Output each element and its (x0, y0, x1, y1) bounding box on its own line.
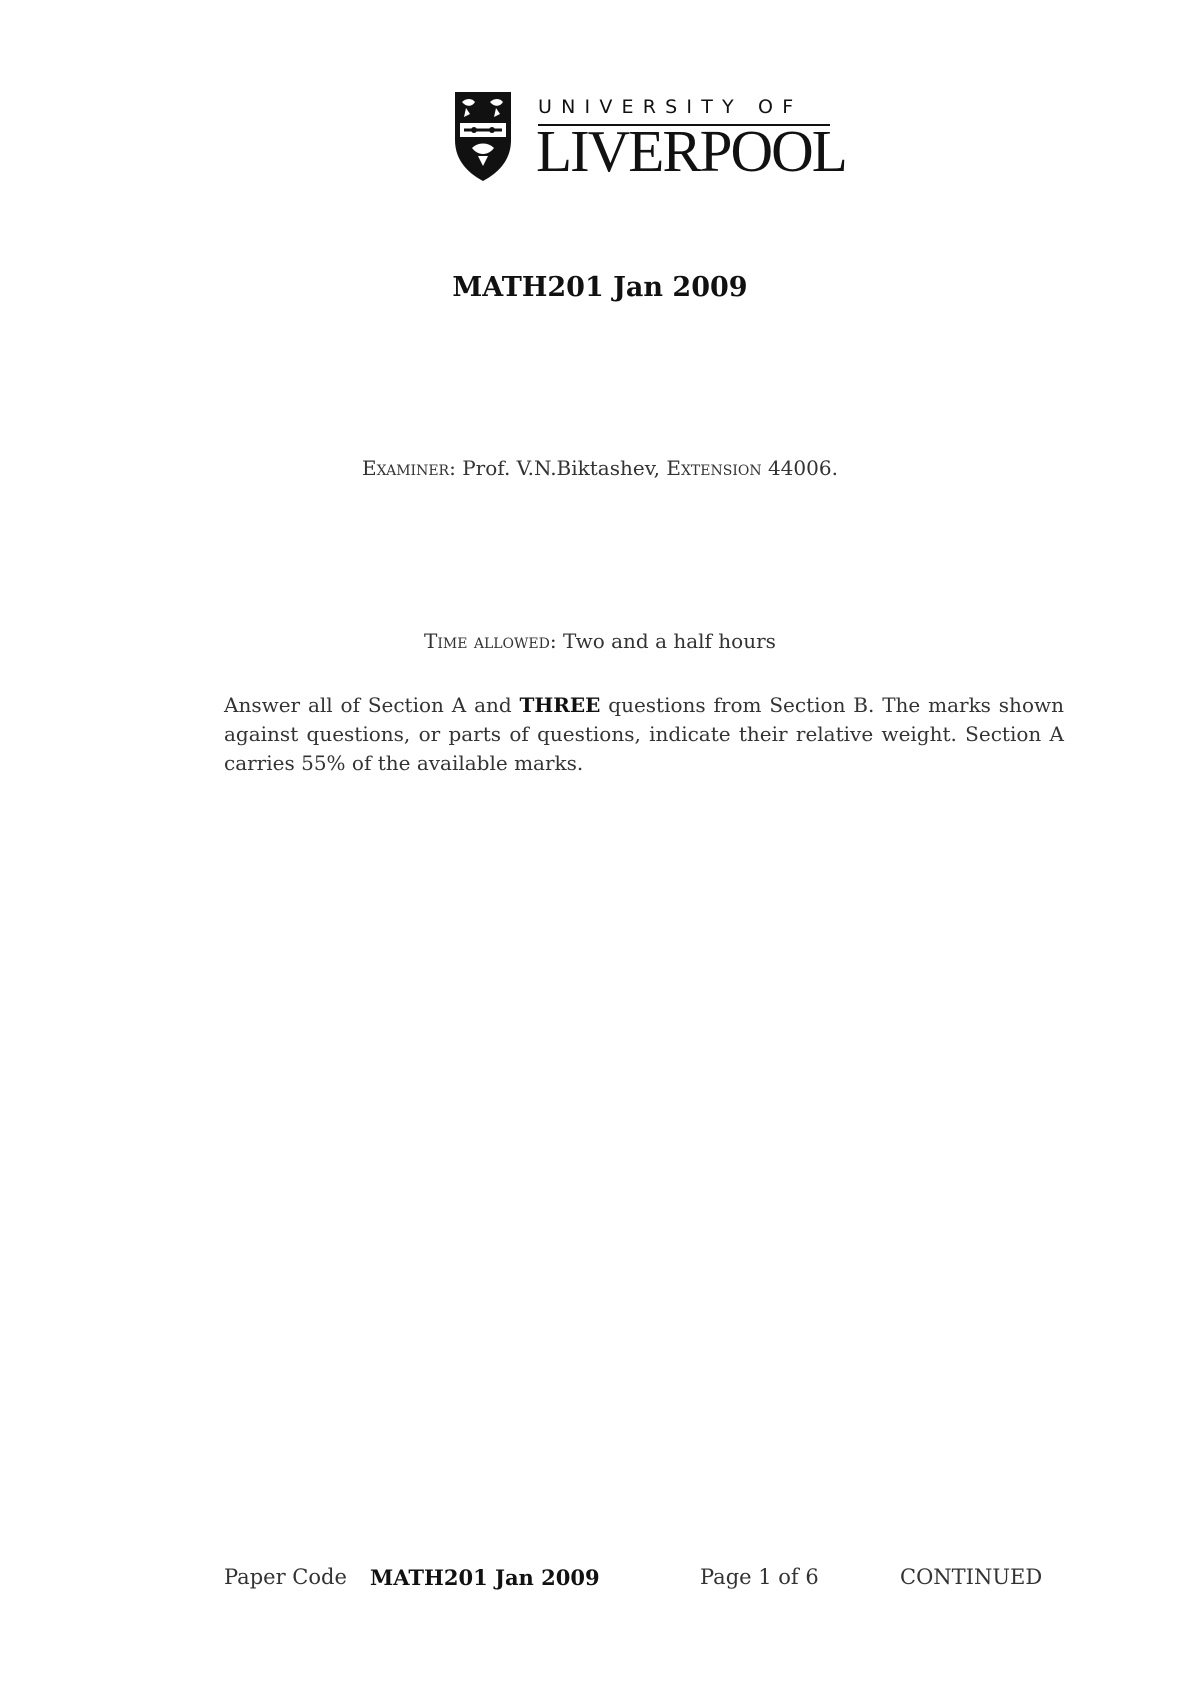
examiner-label: Examiner: (362, 456, 456, 480)
logo-university-of: UNIVERSITY OF (538, 96, 803, 118)
instructions-paragraph (224, 691, 1064, 778)
university-logo (452, 90, 846, 184)
paper-code-value: MATH201 Jan 2009 (370, 1565, 600, 1590)
examiner-name: Prof. V.N.Biktashev, (462, 456, 660, 480)
extension-label: Extension (666, 456, 762, 480)
crest-icon (452, 90, 514, 182)
instructions-text-2: questions from Section B. The marks shown against questions, or parts of questions, indicate their relative weight. Section A carries 55% of the available marks. (224, 693, 1064, 775)
extension-number: 44006. (767, 456, 838, 480)
examiner-line (0, 456, 1200, 480)
logo-liverpool: LIVERPOOL (536, 118, 846, 184)
instructions-emphasis: THREE (519, 693, 601, 717)
exam-title: MATH201 Jan 2009 (452, 272, 748, 303)
time-allowed-line (0, 629, 1200, 653)
page-footer (0, 1565, 1200, 1595)
page-number: Page 1 of 6 (700, 1565, 819, 1589)
instructions-text-1: Answer all of Section A and (224, 693, 520, 717)
continued-label: CONTINUED (900, 1565, 1043, 1589)
time-allowed-label: Time allowed: (424, 629, 557, 653)
time-allowed-value: Two and a half hours (562, 629, 776, 653)
paper-code-label: Paper Code (224, 1565, 347, 1589)
